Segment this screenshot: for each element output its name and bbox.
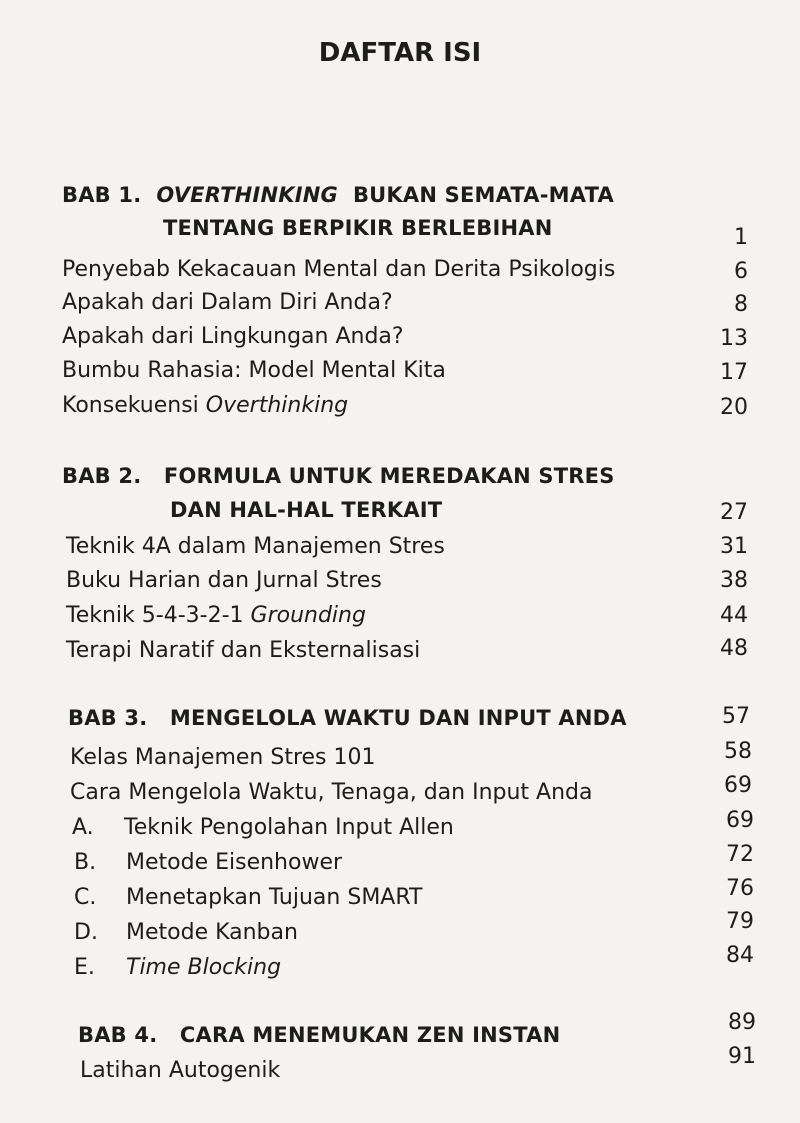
subentry-text-c: Menetapkan Tujuan SMART [126, 885, 423, 910]
page-title: DAFTAR ISI [318, 38, 482, 68]
chapter-1-title-line2: TENTANG BERPIKIR BERLEBIHAN [163, 216, 553, 240]
subentry-text-e: Time Blocking [126, 955, 282, 980]
toc-page-1-1: 6 [734, 259, 748, 284]
chapter-2-title-line2: DAN HAL-HAL TERKAIT [170, 498, 443, 522]
toc-page-3-e: 84 [726, 943, 754, 968]
toc-entry-2-3-plain: Teknik 5-4-3-2-1 [66, 603, 244, 628]
chapter-3-heading[interactable] [68, 706, 627, 730]
subentry-text-b: Metode Eisenhower [126, 850, 343, 875]
toc-entry-2-3[interactable] [66, 603, 366, 628]
toc-page-2-3: 44 [720, 603, 748, 628]
chapter-4-page: 89 [728, 1010, 756, 1035]
toc-entry-1-1[interactable]: Penyebab Kekacauan Mental dan Derita Psikologis [62, 257, 616, 282]
chapter-2-heading[interactable] [62, 464, 615, 488]
chapter-1-page: 1 [734, 225, 748, 250]
chapter-1-title-italic: OVERTHINKING [156, 183, 338, 207]
toc-page-3-2: 69 [724, 773, 752, 798]
toc-page-1-3: 13 [720, 326, 748, 351]
toc-page-1-2: 8 [734, 292, 748, 317]
subentry-text-d: Metode Kanban [126, 920, 298, 945]
chapter-3-page: 57 [722, 704, 750, 729]
toc-entry-2-2[interactable]: Buku Harian dan Jurnal Stres [66, 568, 382, 593]
chapter-4-label: BAB 4. [78, 1023, 158, 1047]
chapter-2-title-line1: FORMULA UNTUK MEREDAKAN STRES [163, 464, 615, 488]
chapter-3-title: MENGELOLA WAKTU DAN INPUT ANDA [169, 706, 627, 730]
toc-page-1-4: 17 [720, 360, 748, 385]
chapter-4-heading[interactable] [78, 1023, 560, 1047]
toc-page-1-5: 20 [720, 395, 748, 420]
toc-page-3-c: 76 [726, 876, 754, 901]
toc-page-3-a: 69 [726, 808, 754, 833]
toc-entry-1-5-plain: Konsekuensi [62, 393, 199, 418]
chapter-1-label: BAB 1. [62, 183, 142, 207]
toc-entry-2-4[interactable]: Terapi Naratif dan Eksternalisasi [66, 638, 421, 663]
chapter-2-page: 27 [720, 500, 748, 525]
toc-entry-1-3[interactable]: Apakah dari Lingkungan Anda? [62, 324, 404, 349]
toc-entry-3-1[interactable]: Kelas Manajemen Stres 101 [70, 745, 376, 770]
chapter-1-title-rest: BUKAN SEMATA-MATA [352, 183, 614, 207]
subentry-letter-d: D. [74, 920, 98, 945]
toc-subentry-3-a[interactable] [72, 815, 454, 840]
toc-entry-4-1[interactable]: Latihan Autogenik [80, 1058, 281, 1083]
subentry-text-a: Teknik Pengolahan Input Allen [124, 815, 454, 840]
chapter-4-title: CARA MENEMUKAN ZEN INSTAN [179, 1023, 561, 1047]
toc-page-3-b: 72 [726, 842, 754, 867]
chapter-2-label: BAB 2. [62, 464, 142, 488]
toc-page-2-2: 38 [720, 568, 748, 593]
toc-entry-1-5[interactable] [62, 393, 348, 418]
chapter-3-label: BAB 3. [68, 706, 148, 730]
toc-entry-3-2[interactable]: Cara Mengelola Waktu, Tenaga, dan Input Anda [70, 780, 593, 805]
toc-subentry-3-d[interactable] [74, 920, 298, 945]
toc-subentry-3-c[interactable] [74, 885, 422, 910]
toc-entry-1-2[interactable]: Apakah dari Dalam Diri Anda? [62, 290, 393, 315]
toc-subentry-3-b[interactable] [74, 850, 342, 875]
toc-page-2-4: 48 [720, 636, 748, 661]
chapter-1-heading[interactable] [62, 183, 614, 207]
toc-entry-2-3-italic: Grounding [250, 603, 366, 628]
subentry-letter-b: B. [74, 850, 97, 875]
toc-subentry-3-e[interactable] [74, 955, 281, 980]
toc-page-2-1: 31 [720, 534, 748, 559]
subentry-letter-c: C. [74, 885, 97, 910]
toc-entry-1-4[interactable]: Bumbu Rahasia: Model Mental Kita [62, 358, 446, 383]
toc-page-3-d: 79 [726, 909, 754, 934]
subentry-letter-e: E. [74, 955, 95, 980]
toc-entry-1-5-italic: Overthinking [205, 393, 349, 418]
toc-page-3-1: 58 [724, 739, 752, 764]
subentry-letter-a: A. [72, 815, 94, 840]
toc-page-4-1: 91 [728, 1044, 756, 1069]
toc-entry-2-1[interactable]: Teknik 4A dalam Manajemen Stres [66, 534, 445, 559]
